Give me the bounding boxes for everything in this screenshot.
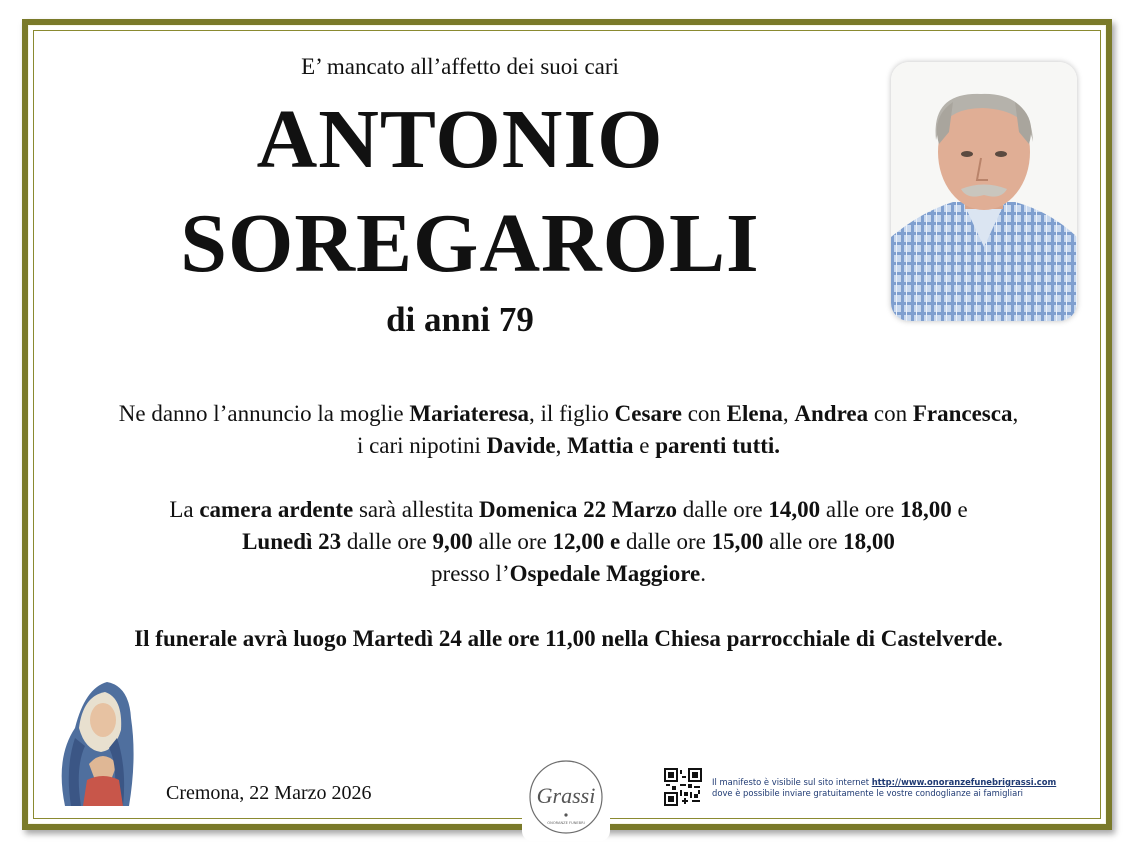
intro-text: E’ mancato all’affetto dei suoi cari xyxy=(301,54,619,79)
website-link[interactable]: http://www.onoranzefunebrigrassi.com xyxy=(871,777,1057,787)
first-name: ANTONIO xyxy=(256,93,664,186)
relatives-text: parenti tutti. xyxy=(655,433,781,458)
date-line: Cremona, 22 Marzo 2026 xyxy=(166,782,372,804)
age-text: di anni 79 xyxy=(386,300,534,339)
grandchild-name: Mattia xyxy=(567,433,634,458)
madonna-image xyxy=(45,668,143,806)
son-partner-name: Elena xyxy=(726,401,783,426)
logo-name: Grassi xyxy=(536,783,596,808)
son2-partner-name: Francesca xyxy=(912,401,1013,426)
son2-name: Andrea xyxy=(794,401,869,426)
place-name: Ospedale Maggiore xyxy=(509,561,701,586)
grassi-logo xyxy=(522,753,610,841)
qr-code-icon[interactable] xyxy=(664,768,702,806)
wife-name: Mariateresa xyxy=(409,401,530,426)
last-name: SOREGAROLI xyxy=(180,197,760,290)
wake-paragraph: La camera ardente sarà allestita Domenica 22 Marzo dalle ore 14,00 alle ore 18,00 e Lunedì 23 dalle ore 9,00 alle ore 12,00 e dalle ore 15,00 alle ore 18,00 presso l’Ospedale Maggiore. xyxy=(169,497,968,586)
announcement-paragraph: Ne danno l’annuncio la moglie Mariateresa, il figlio Cesare con Elena, Andrea con Francesca, i cari nipotini Davide, Mattia e parenti tutti. xyxy=(118,401,1019,458)
grandchild-name: Davide xyxy=(486,433,556,458)
site-note: Il manifesto è visibile sul sito internet http://www.onoranzefunebrigrassi.com dove è possibile inviare gratuitamente le vostre condoglianze ai famigliari xyxy=(712,777,1057,798)
funeral-paragraph: Il funerale avrà luogo Martedì 24 alle ore 11,00 nella Chiesa parrocchiale di Castelverde. xyxy=(134,626,1003,651)
portrait-photo xyxy=(891,62,1077,321)
son-name: Cesare xyxy=(614,401,682,426)
logo-tagline: ONORANZE FUNEBRI xyxy=(547,821,585,825)
